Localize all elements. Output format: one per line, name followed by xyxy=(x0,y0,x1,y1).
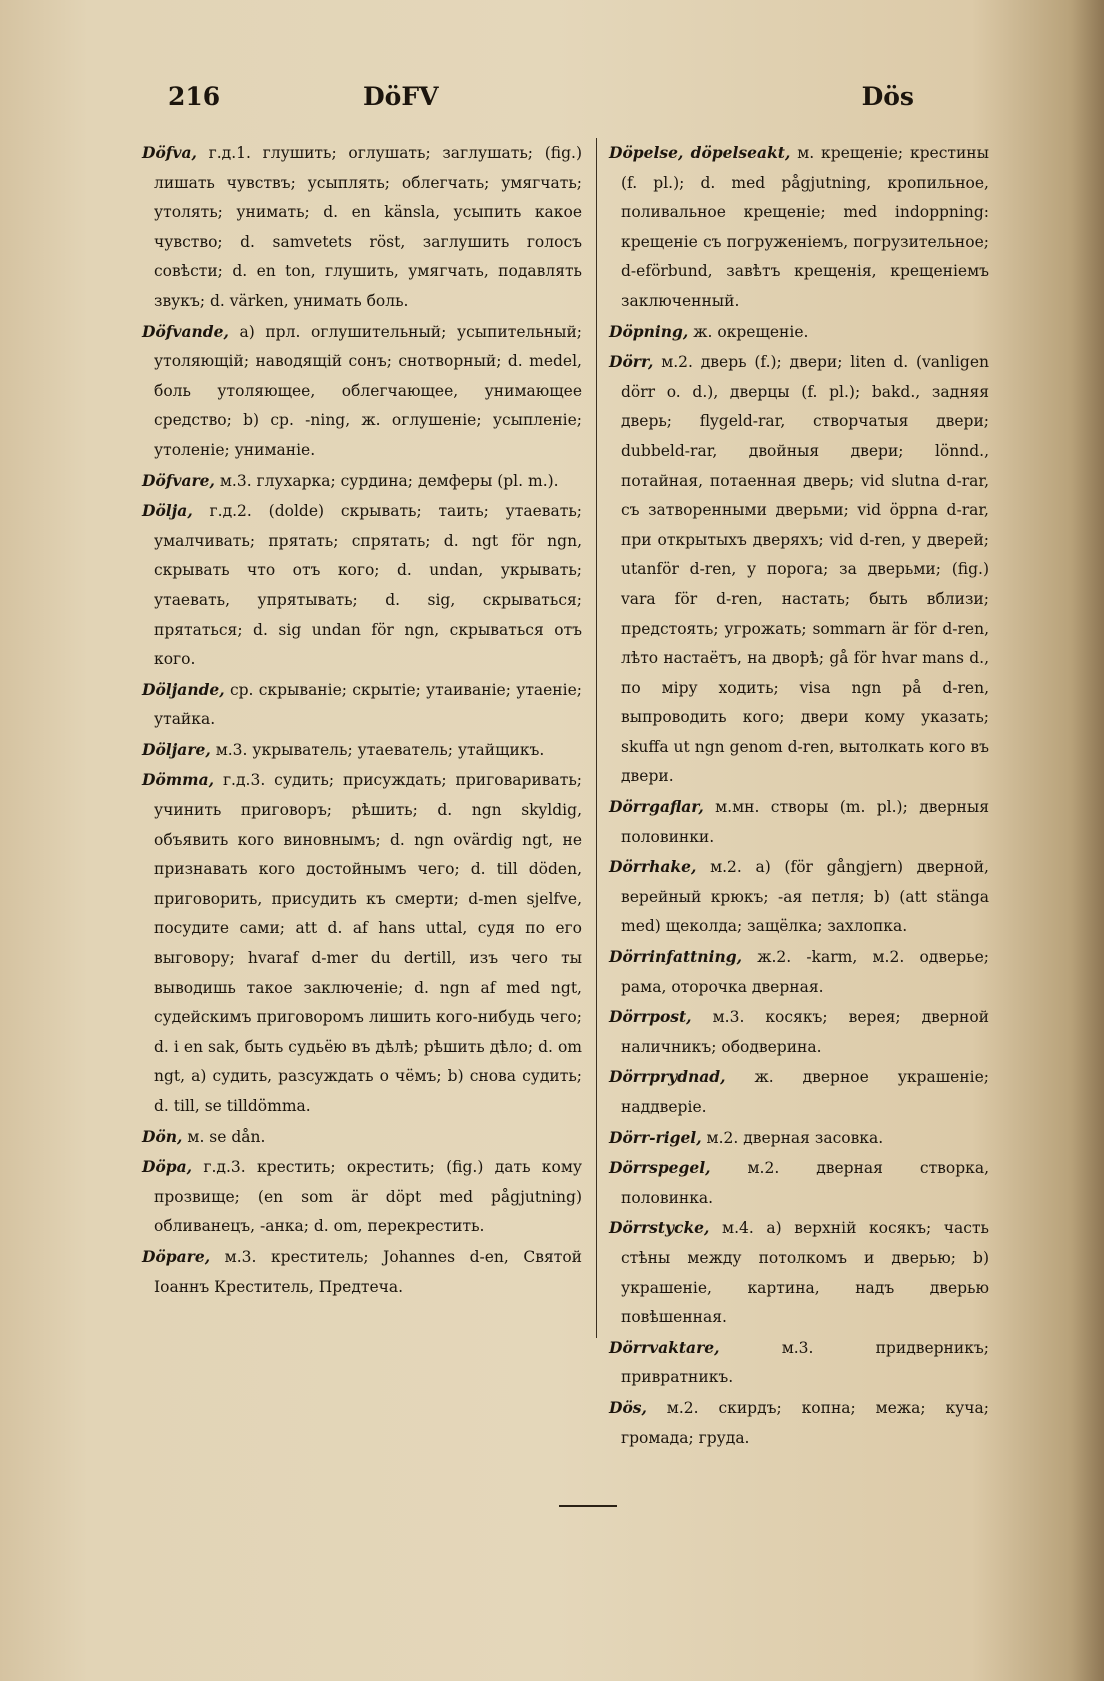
headword: Döfva, xyxy=(142,143,197,162)
headword: Döpelse, döpelseakt, xyxy=(609,143,791,162)
definition: г.д.3. судить; присуждать; приговаривать; учинить приговоръ; рѣшить; d. ngn skyldig, объявить кого виновнымъ; d. ngn ovärdig ngt, не признавать кого достойнымъ чего; d. till döden, приговорить, присудить къ смерти; d-men sjelfve, посудите сами; att d. af hans uttal, судя по его выговору; hvaraf d-mer du dertill, изъ чего ты выводишь такое заключеніе; d. ngn af med ngt, судейскимъ приговоромъ лишить кого-нибудь чего; d. i en sak, быть судьёю въ дѣлѣ; рѣшить дѣло; d. om ngt, а) судить, разсуждать о чёмъ; b) снова судить; d. till, se tilldömma. xyxy=(154,771,582,1115)
headword: Döpare, xyxy=(142,1246,211,1266)
definition: ж. дверное украшеніе; наддверіе. xyxy=(621,1068,989,1116)
headword: Dörrhake, xyxy=(609,857,697,877)
headword: Dömma, xyxy=(142,770,215,790)
headword: Dön, xyxy=(142,1126,183,1146)
headword: Döfvare, xyxy=(142,470,215,490)
definition: г.д.1. глушить; оглушать; заглушать; (fig.) лишать чувствъ; усыплять; облегчать; умягчать; утолять; унимать; d. en känsla, усыпить какое чувство; d. samvetets röst, заглушить голосъ совѣсти; d. en ton, глушить, умягчать, подавлять звукъ; d. värken, унимать боль. xyxy=(154,144,582,310)
headword: Dörrstycke, xyxy=(609,1218,710,1238)
dictionary-entry xyxy=(142,765,582,1121)
right-column xyxy=(609,138,989,1453)
definition: м.3. придверникъ; привратникъ. xyxy=(621,1338,989,1387)
dictionary-entry xyxy=(142,138,582,317)
definition: м.2. дверная створка, половинка. xyxy=(621,1159,989,1207)
dictionary-entry xyxy=(609,1333,989,1393)
dictionary-entry xyxy=(609,317,989,348)
footer-rule xyxy=(559,1505,617,1507)
dictionary-entry xyxy=(609,1062,989,1122)
dictionary-entry xyxy=(142,735,582,766)
headword: Dörrgaflar, xyxy=(609,797,704,817)
definition: ср. скрываніе; скрытіе; утаиваніе; утаеніе; утайка. xyxy=(154,680,582,729)
headword: Dörr-rigel, xyxy=(609,1127,702,1147)
dictionary-entry xyxy=(609,792,989,852)
headword: Dörrpost, xyxy=(609,1007,692,1027)
definition: г.д.3. крестить; окрестить; (fig.) дать кому прозвище; (en som är döpt med pågjutning) обливанецъ, -анка; d. om, перекрестить. xyxy=(154,1158,582,1236)
headword: Dörrspegel, xyxy=(609,1158,711,1178)
page-number: 216 xyxy=(168,82,221,111)
dictionary-entry xyxy=(142,317,582,466)
definition: м.3. креститель; Johannes d-en, Святой Іоаннъ Креститель, Предтеча. xyxy=(154,1247,582,1296)
headword: Döpning, xyxy=(609,321,689,341)
headword: Dörr, xyxy=(609,352,654,372)
definition: ж. окрещеніе. xyxy=(693,322,809,341)
headword: Döpa, xyxy=(142,1157,193,1177)
page-header xyxy=(168,82,914,122)
dictionary-entry xyxy=(609,1002,989,1062)
dictionary-entry xyxy=(609,852,989,942)
definition: м.4. а) верхній косякъ; часть стѣны между потолкомъ и дверью; b) украшеніе, картина, надъ дверью повѣшенная. xyxy=(621,1219,989,1327)
definition: м.3. косякъ; верея; дверной наличникъ; ободверина. xyxy=(621,1008,989,1056)
dictionary-entry xyxy=(609,1393,989,1453)
definition: м. крещеніе; крестины (f. pl.); d. med pågjutning, кропильное, поливальное крещеніе; med indoppning: крещеніе съ погруженіемъ, погрузительное; d-eförbund, завѣтъ крещенія, крещеніемъ заключенный. xyxy=(621,144,989,310)
headword: Dös, xyxy=(609,1397,647,1417)
definition: м.2. дверь (f.); двери; liten d. (vanligen dörr o. d.), дверцы (f. pl.); bakd., задняя дверь; flygeld-rar, створчатыя двери; dubbeld-rar, двойныя двери; lönnd., потайная, потаенная дверь; vid slutna d-rar, съ затворенными дверьми; vid öppna d-rar, при открытыхъ дверяхъ; vid d-ren, у дверей; utanför d-ren, у порога; за дверьми; (fig.) vara för d-ren, настать; быть вблизи; предстоять; угрожать; sommarn är för d-ren, лѣто настаётъ, на дворѣ; gå för hvar mans d., по міру ходить; visa ngn på d-ren, выпроводить кого; двери кому указать; skuffa ut ngn genom d-ren, вытолкать кого въ двери. xyxy=(621,353,989,786)
guide-word-left: DöFV xyxy=(363,82,439,111)
definition: ж.2. -karm, м.2. одверье; рама, оторочка дверная. xyxy=(621,948,989,996)
dictionary-entry xyxy=(142,1122,582,1153)
dictionary-entry xyxy=(609,942,989,1002)
dictionary-entry xyxy=(142,675,582,735)
dictionary-entry xyxy=(609,1153,989,1213)
definition: м.2. скирдъ; копна; межа; куча; громада; груда. xyxy=(621,1398,989,1447)
definition: м.3. укрыватель; утаеватель; утайщикъ. xyxy=(215,740,545,759)
column-divider xyxy=(596,138,597,1338)
dictionary-entry xyxy=(142,496,582,675)
headword: Dörrvaktare, xyxy=(609,1337,720,1357)
dictionary-entry xyxy=(609,347,989,792)
headword: Dölja, xyxy=(142,501,193,521)
dictionary-entry xyxy=(609,1123,989,1154)
guide-word-right: Dös xyxy=(861,82,914,111)
headword: Dörrprydnad, xyxy=(609,1067,726,1087)
dictionary-entry xyxy=(142,466,582,497)
headword: Döljare, xyxy=(142,739,211,759)
headword: Döljande, xyxy=(142,679,225,699)
definition: м.2. дверная засовка. xyxy=(706,1128,884,1147)
definition: м.2. а) (för gångjern) дверной, верейный крюкъ; -ая петля; b) (att stänga med) щеколда; защёлка; захлопка. xyxy=(621,858,989,936)
definition: м.мн. створы (m. pl.); дверныя половинки. xyxy=(621,798,989,846)
dictionary-entry xyxy=(609,1213,989,1332)
definition: м. se dån. xyxy=(187,1127,266,1146)
definition: г.д.2. (dolde) скрывать; таить; утаевать; умалчивать; прятать; спрятать; d. ngt för ngn, скрывать что отъ кого; d. undan, укрывать; утаевать, упрятывать; d. sig, скрываться; прятаться; d. sig undan för ngn, скрываться отъ кого. xyxy=(154,502,582,669)
definition: а) прл. оглушительный; усыпительный; утоляющій; наводящій сонъ; снотворный; d. medel, боль утоляющее, облегчающее, унимающее средство; b) ср. -ning, ж. оглушеніе; усыпленіе; утоленіе; униманіе. xyxy=(154,322,582,459)
headword: Dörrinfattning, xyxy=(609,947,742,967)
definition: м.3. глухарка; сурдина; демферы (pl. m.). xyxy=(219,471,559,490)
left-column xyxy=(142,138,582,1302)
headword: Döfvande, xyxy=(142,321,229,341)
dictionary-entry xyxy=(142,1152,582,1242)
dictionary-entry xyxy=(609,138,989,317)
dictionary-entry xyxy=(142,1242,582,1302)
